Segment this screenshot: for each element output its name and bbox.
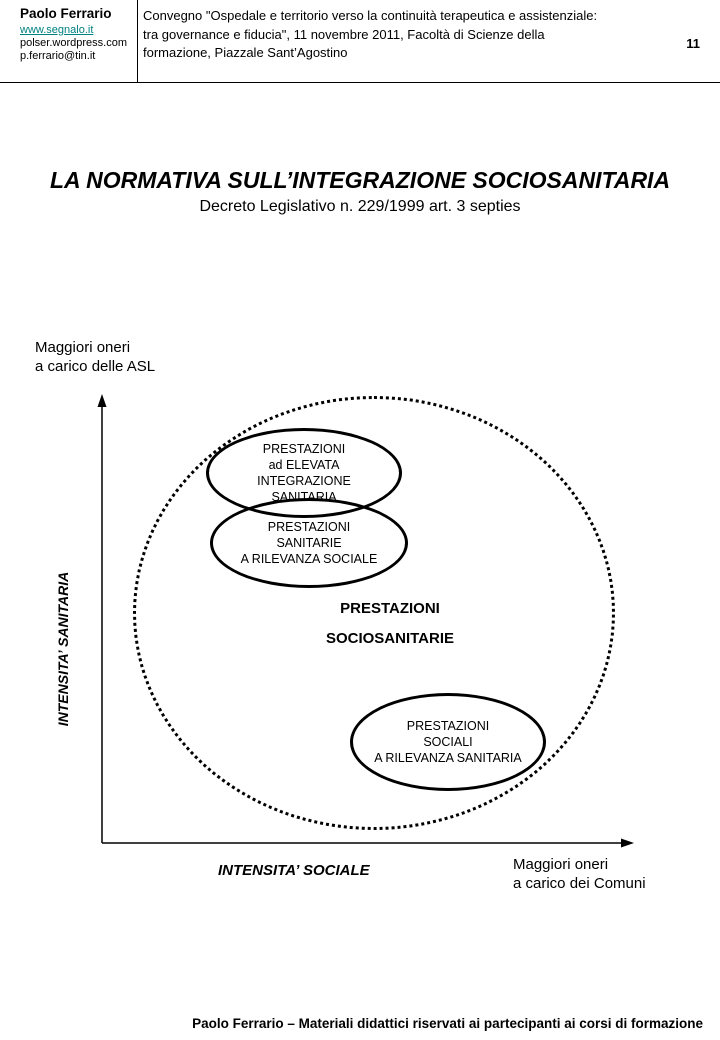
- x-axis-arrow-icon: [621, 839, 634, 848]
- footer-copyright: Paolo Ferrario – Materiali didattici riservati ai partecipanti ai corsi di formazione: [192, 1016, 703, 1031]
- comuni-cost-label-line1: Maggiori oneri: [513, 856, 609, 873]
- sociosanitarie-label-line1: PRESTAZIONI: [340, 600, 440, 617]
- page-title: LA NORMATIVA SULL’INTEGRAZIONE SOCIOSANITARIA: [49, 167, 671, 193]
- ellipse-2-line1: PRESTAZIONI: [267, 520, 351, 534]
- conference-line-1: Convegno "Ospedale e territorio verso la continuità terapeutica e assistenziale:: [143, 8, 598, 23]
- header-author-block: [20, 6, 132, 63]
- author-name: Paolo Ferrario: [20, 6, 112, 21]
- ellipse-sociali-rilevanza-sanitaria: [350, 693, 546, 791]
- page-number: 11: [686, 36, 700, 51]
- ellipse-1-line1: PRESTAZIONI: [262, 442, 346, 456]
- conference-line-2: tra governance e fiducia", 11 novembre 2011, Facoltà di Scienze della: [143, 26, 545, 42]
- asl-cost-label: [35, 338, 155, 376]
- y-axis-label: INTENSITA’ SANITARIA: [55, 571, 71, 727]
- conference-info: [143, 7, 673, 63]
- ellipse-3-line1: PRESTAZIONI: [406, 719, 490, 733]
- comuni-cost-label-line2: a carico dei Comuni: [513, 875, 646, 892]
- author-website-link[interactable]: www.segnalo.it: [20, 24, 94, 36]
- y-axis-arrow-icon: [98, 394, 107, 407]
- ellipse-2-line3: A RILEVANZA SOCIALE: [240, 552, 378, 566]
- author-email: p.ferrario@tin.it: [20, 50, 96, 62]
- sociosanitarie-label-line2: SOCIOSANITARIE: [325, 630, 455, 647]
- asl-cost-label-line1: Maggiori oneri: [35, 339, 131, 356]
- page-subtitle: Decreto Legislativo n. 229/1999 art. 3 septies: [199, 198, 521, 215]
- ellipse-3-line3: A RILEVANZA SANITARIA: [374, 751, 522, 765]
- conference-line-3: formazione, Piazzale Sant’Agostino: [143, 45, 348, 60]
- asl-cost-label-line2: a carico delle ASL: [35, 358, 156, 375]
- header-vertical-divider: [137, 0, 138, 82]
- ellipse-sanitarie-rilevanza-sociale: [210, 498, 408, 588]
- author-wordpress: polser.wordpress.com: [20, 37, 127, 49]
- ellipse-1-line2: ad ELEVATA: [268, 458, 340, 472]
- ellipse-1-line3: INTEGRAZIONE: [257, 474, 351, 488]
- x-axis-label: INTENSITA’ SOCIALE: [218, 862, 370, 879]
- header-horizontal-divider: [0, 82, 720, 83]
- comuni-cost-label: [513, 855, 646, 893]
- ellipse-2-line2: SANITARIE: [276, 536, 342, 550]
- sociosanitarie-label: [298, 600, 482, 647]
- ellipse-1-line4: SANITARIA: [271, 490, 337, 504]
- ellipse-3-line2: SOCIALI: [423, 735, 473, 749]
